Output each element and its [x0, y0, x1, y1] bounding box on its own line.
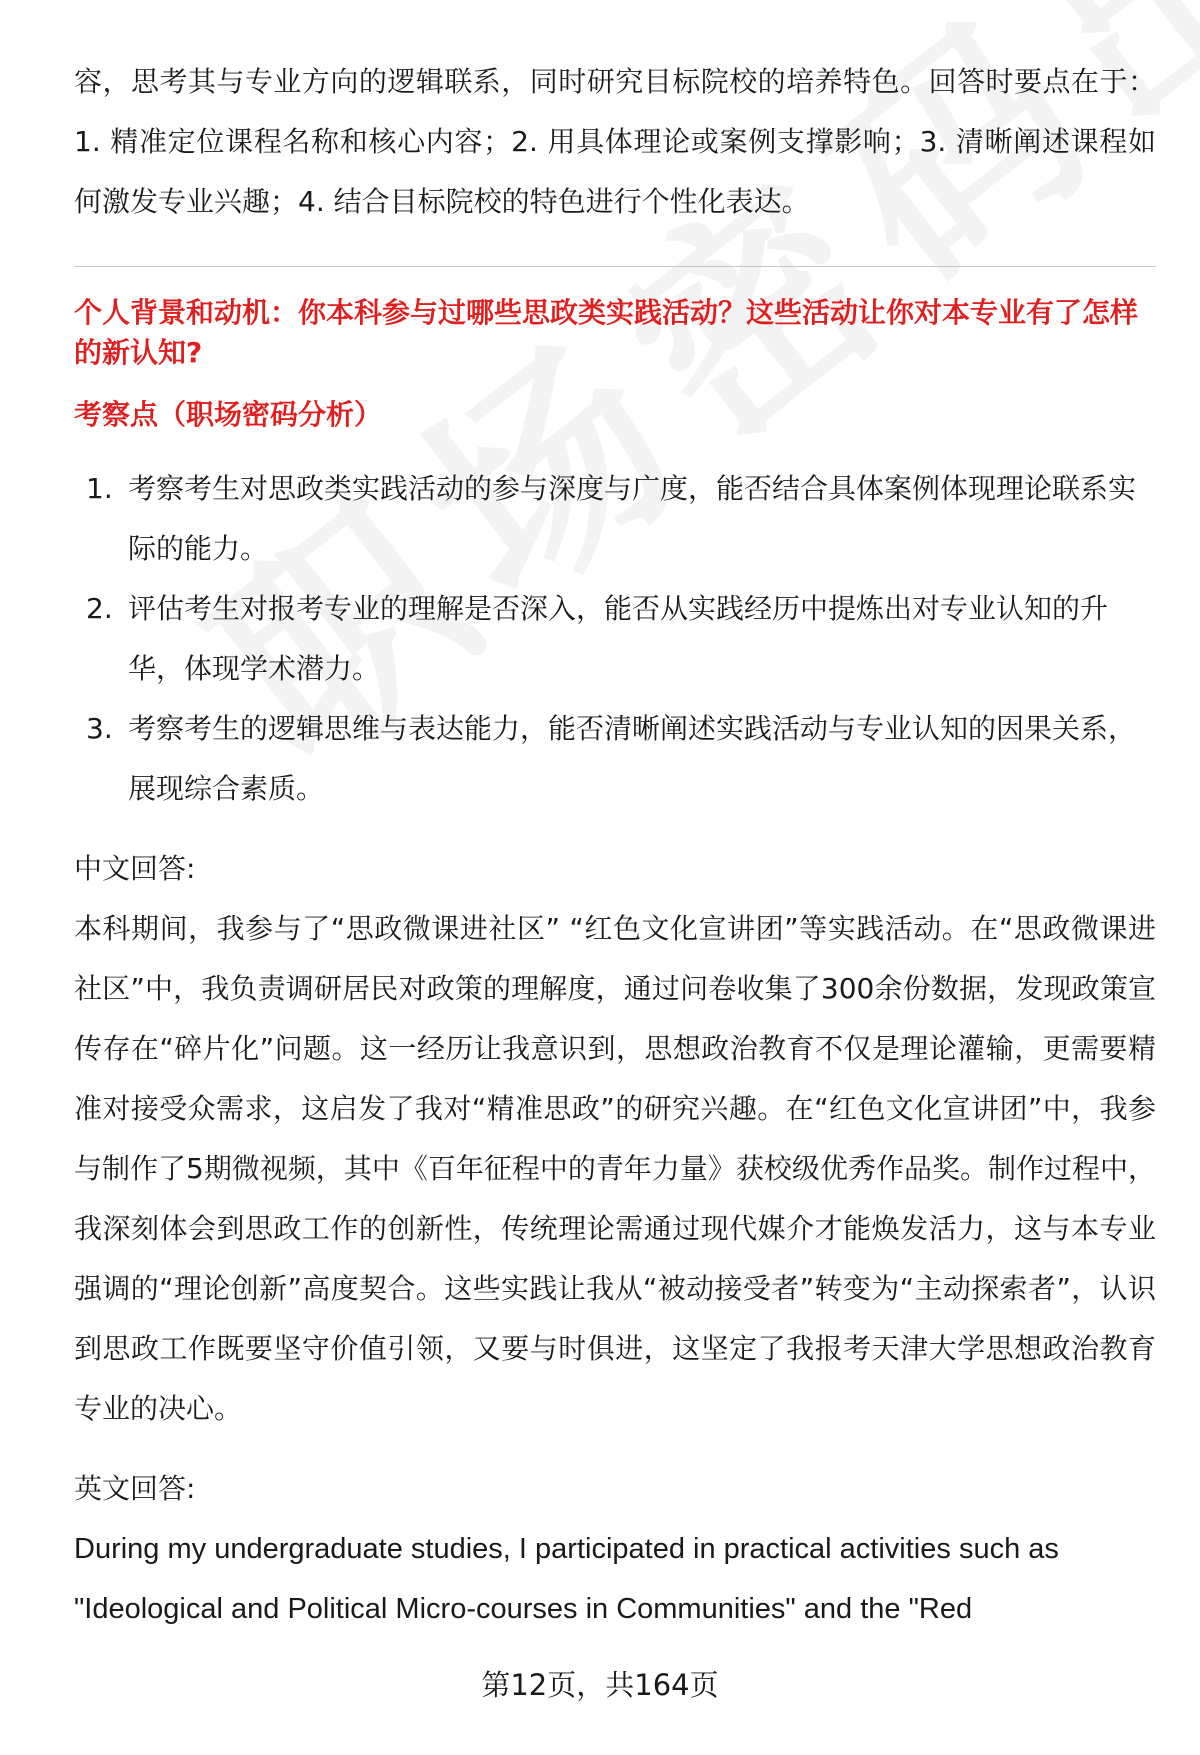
- page-footer: 第12页，共164页: [481, 1668, 719, 1702]
- point-text: 考察考生对思政类实践活动的参与深度与广度，能否结合具体案例体现理论联系实际的能力。: [128, 472, 1137, 565]
- intro-paragraph: 容，思考其与专业方向的逻辑联系，同时研究目标院校的培养特色。回答时要点在于：1. 精准定位课程名称和核心内容；2. 用具体理论或案例支撑影响；3. 清晰阐述课程如何激发专业兴趣；4. 结合目标院校的特色进行个性化表达。: [74, 65, 1156, 218]
- point-number: 3.: [86, 712, 113, 745]
- english-answer-label: 英文回答:: [74, 1472, 196, 1505]
- chinese-answer: 本科期间，我参与了“思政微课进社区” “红色文化宣讲团”等实践活动。在“思政微课进社区”中，我负责调研居民对政策的理解度，通过问卷收集了300余份数据，发现政策宣传存在“碎片化”问题。这一经历让我意识到，思想政治教育不仅是理论灌输，更需要精准对接受众需求，这启发了我对“精准思政”的研究兴趣。在“红色文化宣讲团”中，我参与制作了5期微视频，其中《百年征程中的青年力量》获校级优秀作品奖。制作过程中，我深刻体会到思政工作的创新性，传统理论需通过现代媒介才能焕发活力，这与本专业强调的“理论创新”高度契合。这些实践让我从“被动接受者”转变为“主动探索者”，认识到思政工作既要坚守价值引领，又要与时俱进，这坚定了我报考天津大学思想政治教育专业的决心。: [74, 912, 1156, 1425]
- point-text: 评估考生对报考专业的理解是否深入，能否从实践经历中提炼出对专业认知的升华，体现学术潜力。: [128, 592, 1109, 685]
- point-number: 2.: [86, 592, 113, 625]
- assessment-heading: 考察点（职场密码分析）: [74, 398, 383, 431]
- assessment-point: [74, 459, 1156, 579]
- page-content: [74, 52, 1156, 1639]
- assessment-point: [74, 699, 1156, 819]
- section-divider: [74, 266, 1156, 267]
- point-text: 考察考生的逻辑思维与表达能力，能否清晰阐述实践活动与专业认知的因果关系，展现综合素质。: [128, 712, 1137, 805]
- assessment-list: [74, 459, 1156, 819]
- point-number: 1.: [86, 472, 113, 505]
- chinese-answer-label: 中文回答:: [74, 852, 196, 885]
- assessment-point: [74, 579, 1156, 699]
- english-answer: During my undergraduate studies, I participated in practical activities such as "Ideological and Political Micro-courses in Communities" and the "Red: [74, 1533, 1059, 1625]
- question-heading: 个人背景和动机：你本科参与过哪些思政类实践活动？这些活动让你对本专业有了怎样的新认知?: [74, 296, 1139, 369]
